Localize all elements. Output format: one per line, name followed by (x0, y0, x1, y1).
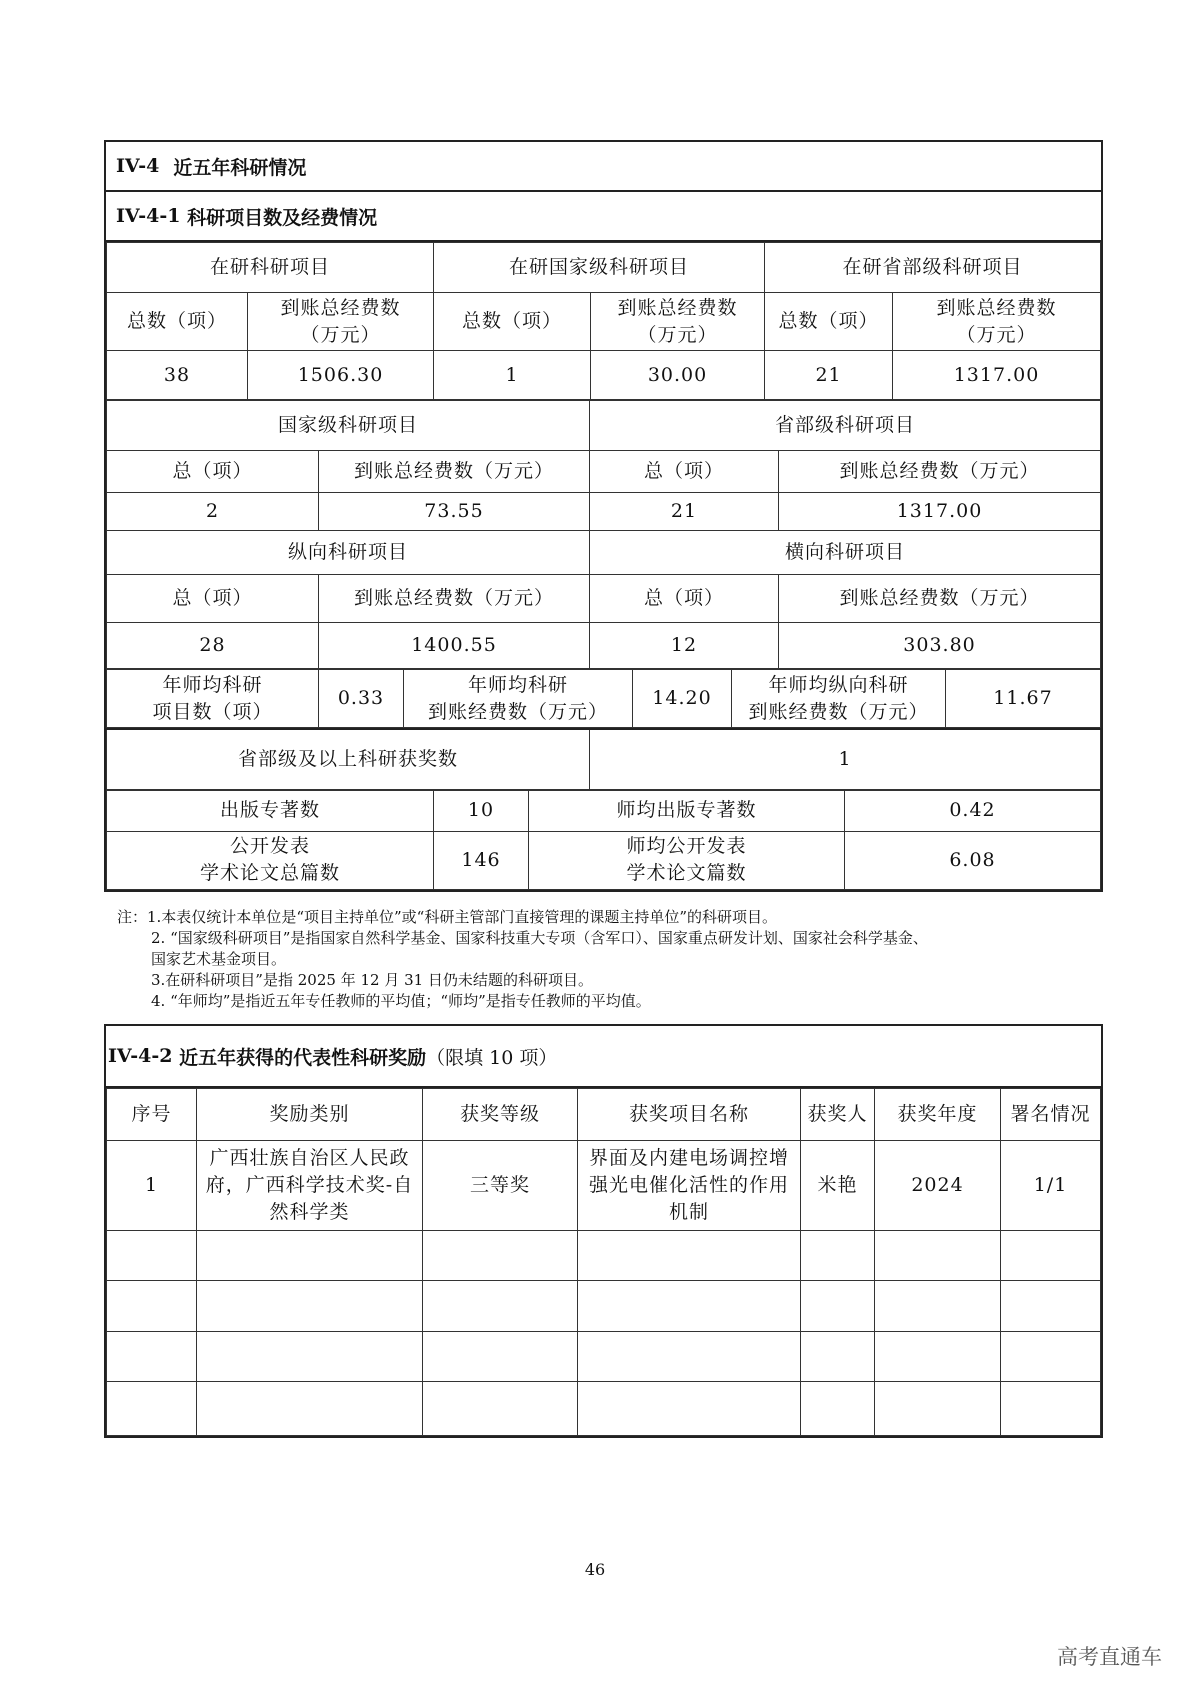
note-line: 2. “国家级科研项目”是指国家自然科学基金、国家科技重大专项（含军口）、国家重点研发计划、国家社会科学基金、 (151, 929, 928, 947)
subsection-header-1 (106, 192, 1101, 242)
row-label: 师均出版专著数 (529, 790, 845, 831)
col-header: 总（项） (107, 575, 319, 623)
col-header: 奖励类别 (197, 1089, 423, 1141)
subsection-limit: （限填 10 项） (426, 1046, 558, 1069)
cell-signature: 1/1 (1001, 1141, 1101, 1231)
watermark: 高考直通车 (1057, 1645, 1162, 1669)
table-row (107, 831, 1101, 889)
page-number: 46 (584, 1560, 606, 1579)
cell-year: 2024 (875, 1141, 1001, 1231)
value-cell: 303.80 (779, 623, 1101, 669)
note-line: 注：1.本表仅统计本单位是“项目主持单位”或“科研主管部门直接管理的课题主持单位”的科研项目。 (117, 908, 777, 926)
value-cell: 1317.00 (779, 493, 1101, 531)
col-header: 在研国家级科研项目 (434, 243, 765, 293)
col-header (591, 293, 765, 351)
empty-cell (801, 1382, 875, 1436)
table-row (107, 1141, 1101, 1231)
note-line: 国家艺术基金项目。 (151, 950, 287, 968)
empty-cell (875, 1332, 1001, 1382)
empty-cell (197, 1332, 423, 1382)
value-cell: 21 (590, 493, 779, 531)
col-header: 序号 (107, 1089, 197, 1141)
col-header (248, 293, 434, 351)
row-label (529, 831, 845, 889)
empty-cell (423, 1281, 578, 1332)
empty-cell (875, 1281, 1001, 1332)
empty-cell (578, 1231, 801, 1281)
row-label: 省部级及以上科研获奖数 (107, 729, 590, 789)
empty-cell (1001, 1281, 1101, 1332)
col-header: 到账总经费数（万元） (779, 451, 1101, 493)
col-header: 署名情况 (1001, 1089, 1101, 1141)
label-line: 年师均科研 (162, 673, 263, 696)
row-label (107, 831, 434, 889)
table-row (107, 243, 1101, 293)
value-cell: 0.33 (319, 670, 404, 728)
label-line: 年师均科研 (467, 673, 568, 696)
empty-cell (578, 1332, 801, 1382)
col-header: 获奖人 (801, 1089, 875, 1141)
subsection-code-1: IV-4-1 (116, 205, 181, 227)
value-cell: 1400.55 (319, 623, 590, 669)
empty-cell (578, 1382, 801, 1436)
value-cell: 6.08 (845, 831, 1101, 889)
table-row (107, 670, 1101, 728)
publications-table (106, 790, 1101, 890)
value-cell: 21 (765, 351, 893, 400)
value-cell: 12 (590, 623, 779, 669)
label-line: 学术论文篇数 (626, 862, 747, 884)
table-row (107, 1382, 1101, 1436)
value-cell: 146 (434, 831, 529, 889)
cell-winner: 米艳 (801, 1141, 875, 1231)
cell-no: 1 (107, 1141, 197, 1231)
col-header (893, 293, 1101, 351)
label-line: 到账经费数（万元） (427, 700, 608, 723)
funding-label: 到账总经费数 (280, 296, 401, 319)
cell-project: 界面及内建电场调控增强光电催化活性的作用机制 (578, 1141, 801, 1231)
note-line: 4. “年师均”是指近五年专任教师的平均值；“师均”是指专任教师的平均值。 (151, 992, 651, 1010)
awards-table (106, 1088, 1101, 1436)
table-row (107, 729, 1101, 789)
section-code: IV-4 (116, 155, 160, 177)
value-cell: 1 (434, 351, 591, 400)
col-header: 获奖年度 (875, 1089, 1001, 1141)
table-row (107, 1231, 1101, 1281)
empty-cell (578, 1281, 801, 1332)
empty-cell (107, 1231, 197, 1281)
empty-cell (107, 1382, 197, 1436)
col-header: 在研省部级科研项目 (765, 243, 1101, 293)
subsection-code-2: IV-4-2 (108, 1045, 173, 1067)
value-cell: 28 (107, 623, 319, 669)
value-cell: 11.67 (946, 670, 1101, 728)
value-cell: 30.00 (591, 351, 765, 400)
col-header: 总（项） (590, 451, 779, 493)
empty-cell (423, 1382, 578, 1436)
row-label (107, 670, 319, 728)
col-header: 纵向科研项目 (107, 531, 590, 575)
empty-cell (423, 1231, 578, 1281)
table-row (107, 451, 1101, 493)
table-row (107, 1281, 1101, 1332)
empty-cell (423, 1332, 578, 1382)
funding-label: 到账总经费数 (936, 296, 1057, 319)
col-header: 到账总经费数（万元） (779, 575, 1101, 623)
col-header: 到账总经费数（万元） (319, 575, 590, 623)
col-header: 总（项） (107, 451, 319, 493)
unit-label: （万元） (300, 323, 381, 346)
table-row (107, 351, 1101, 400)
row-label (404, 670, 633, 728)
empty-cell (1001, 1231, 1101, 1281)
value-cell: 1506.30 (248, 351, 434, 400)
value-cell: 14.20 (633, 670, 732, 728)
section-title: 近五年科研情况 (173, 156, 307, 179)
table-row (107, 401, 1101, 451)
empty-cell (197, 1382, 423, 1436)
unit-label: （万元） (637, 323, 718, 346)
research-summary-box (104, 140, 1103, 892)
table-row (107, 790, 1101, 831)
row-label (732, 670, 946, 728)
col-header: 获奖项目名称 (578, 1089, 801, 1141)
col-header: 总（项） (590, 575, 779, 623)
table-notes (117, 907, 1107, 1012)
awards-count-table (106, 728, 1101, 790)
table-row (107, 293, 1101, 351)
empty-cell (875, 1231, 1001, 1281)
table-row (107, 575, 1101, 623)
subsection-title-2: 近五年获得的代表性科研奖励 (179, 1046, 427, 1069)
col-header: 省部级科研项目 (590, 401, 1101, 451)
value-cell: 1317.00 (893, 351, 1101, 400)
awards-box (104, 1024, 1103, 1438)
project-type-table (106, 400, 1101, 669)
table-row (107, 623, 1101, 669)
value-cell: 2 (107, 493, 319, 531)
table-row (107, 1332, 1101, 1382)
subsection-title-1: 科研项目数及经费情况 (187, 206, 378, 229)
empty-cell (875, 1382, 1001, 1436)
label-line: 学术论文总篇数 (199, 862, 340, 884)
empty-cell (1001, 1382, 1101, 1436)
label-line: 师均公开发表 (626, 835, 747, 857)
empty-cell (801, 1231, 875, 1281)
value-cell: 0.42 (845, 790, 1101, 831)
subsection-header-2 (106, 1026, 1101, 1088)
col-header: 国家级科研项目 (107, 401, 590, 451)
table-header-row (107, 1089, 1101, 1141)
cell-category: 广西壮族自治区人民政府，广西科学技术奖-自然科学类 (197, 1141, 423, 1231)
empty-cell (197, 1231, 423, 1281)
label-line: 年师均纵向科研 (768, 673, 909, 696)
label-line: 公开发表 (229, 835, 310, 857)
unit-label: （万元） (956, 323, 1037, 346)
note-line: 3.在研科研项目”是指 2025 年 12 月 31 日仍未结题的科研项目。 (151, 971, 593, 989)
empty-cell (801, 1332, 875, 1382)
empty-cell (1001, 1332, 1101, 1382)
section-header (106, 142, 1101, 192)
value-cell: 1 (590, 729, 1101, 789)
col-header: 横向科研项目 (590, 531, 1101, 575)
empty-cell (107, 1281, 197, 1332)
table-row (107, 493, 1101, 531)
col-header: 在研科研项目 (107, 243, 434, 293)
value-cell: 73.55 (319, 493, 590, 531)
value-cell: 10 (434, 790, 529, 831)
col-header: 到账总经费数（万元） (319, 451, 590, 493)
empty-cell (197, 1281, 423, 1332)
empty-cell (801, 1281, 875, 1332)
table-row (107, 531, 1101, 575)
label-line: 到账经费数（万元） (748, 700, 929, 723)
value-cell: 38 (107, 351, 248, 400)
in-research-table (106, 242, 1101, 400)
col-header: 总数（项） (107, 293, 248, 351)
cell-level: 三等奖 (423, 1141, 578, 1231)
col-header: 获奖等级 (423, 1089, 578, 1141)
row-label: 出版专著数 (107, 790, 434, 831)
col-header: 总数（项） (765, 293, 893, 351)
empty-cell (107, 1332, 197, 1382)
funding-label: 到账总经费数 (617, 296, 738, 319)
per-teacher-table (106, 669, 1101, 728)
label-line: 项目数（项） (152, 700, 273, 723)
col-header: 总数（项） (434, 293, 591, 351)
